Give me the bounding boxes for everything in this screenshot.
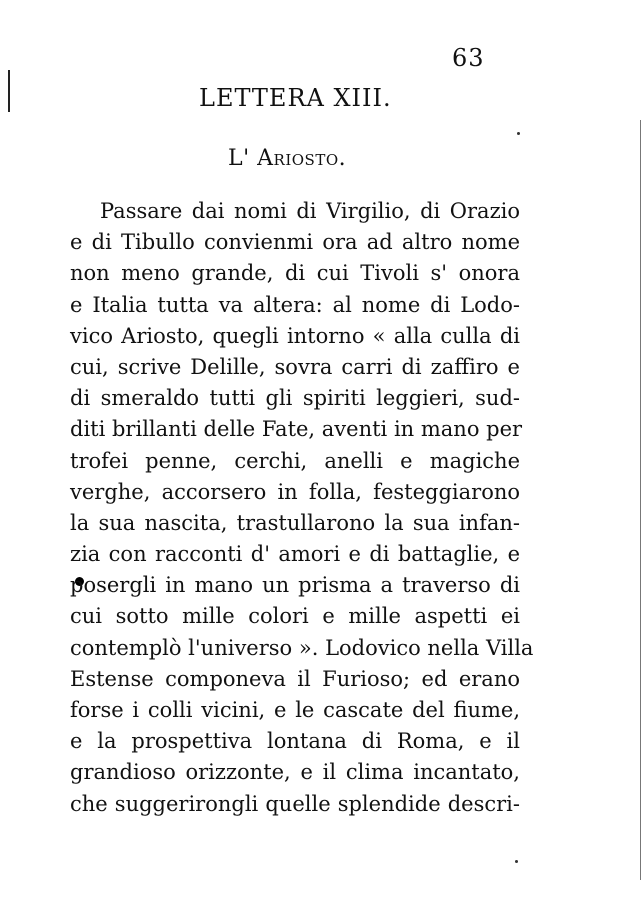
text-line: contemplò l'universo ». Lodovico nella Villa — [70, 635, 534, 660]
page-number: 63 — [452, 44, 485, 72]
text-line: cui sotto mille colori e mille aspetti ei — [70, 604, 520, 629]
text-line: vico Ariosto, quegli intorno « alla culla di — [70, 323, 520, 348]
text-line: zia con racconti d' amori e di battaglie, e — [70, 542, 520, 567]
scan-speck — [517, 132, 520, 135]
letter-heading: LETTERA XIII. — [199, 84, 392, 112]
text-line: grandioso orizzonte, e il clima incantato, — [70, 760, 520, 785]
scan-speck — [515, 860, 518, 863]
text-line: forse i colli vicini, e le cascate del fiume, — [70, 698, 520, 722]
text-line: cui, scrive Delille, sovra carri di zaffiro e — [70, 354, 520, 379]
text-line: Passare dai nomi di Virgilio, di Orazio — [100, 199, 520, 223]
text-line: verghe, accorsero in folla, festeggiarono — [70, 479, 520, 504]
text-line: Estense componeva il Furioso; ed erano — [70, 666, 520, 691]
text-line: posergli in mano un prisma a traverso di — [70, 573, 520, 598]
body-text — [70, 196, 534, 820]
text-line: la sua nascita, trastullarono la sua infan- — [70, 510, 520, 535]
text-line: e Italia tutta va altera: al nome di Lodo- — [70, 292, 520, 317]
scan-edge-line — [640, 120, 641, 880]
text-line: diti brillanti delle Fate, aventi in mano per — [70, 417, 523, 442]
text-line: di smeraldo tutti gli spiriti leggieri, sud- — [70, 386, 520, 411]
text-line: che suggerirongli quelle splendide descri- — [70, 791, 520, 816]
text-line: non meno grande, di cui Tivoli s' onora — [70, 261, 520, 286]
text-line: e di Tibullo convienmi ora ad altro nome — [70, 230, 520, 255]
text-line: trofei penne, cerchi, anelli e magiche — [70, 448, 520, 473]
scan-edge-mark — [8, 70, 10, 112]
text-line: e la prospettiva lontana di Roma, e il — [70, 729, 520, 754]
letter-subheading: L' Ariosto. — [228, 146, 347, 171]
